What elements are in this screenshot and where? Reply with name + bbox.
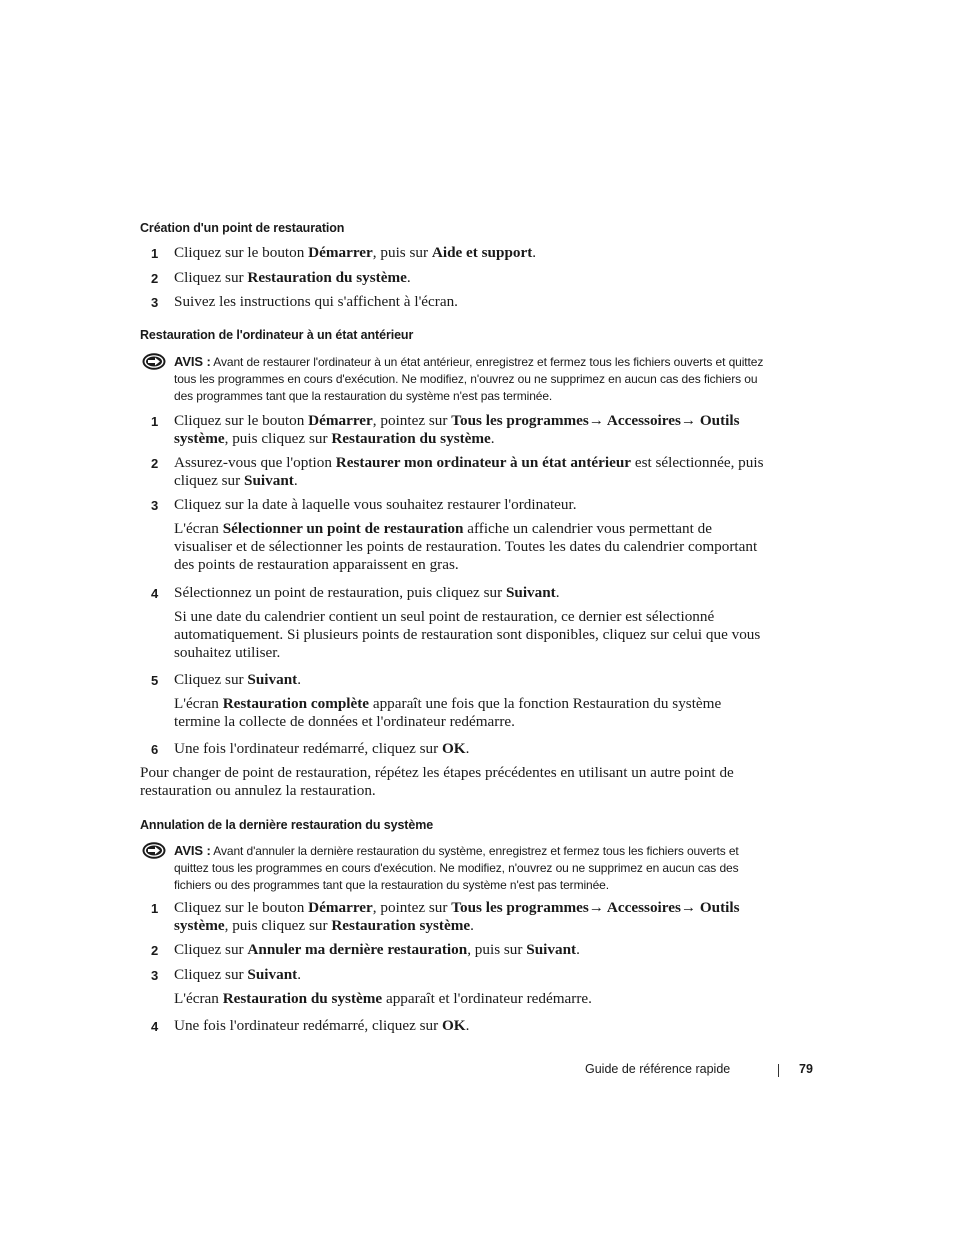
step-number: 3 bbox=[151, 498, 159, 513]
step-text: Cliquez sur Suivant. bbox=[174, 966, 302, 983]
step-detail: L'écran Sélectionner un point de restauration affiche un calendrier vous permettant de visualiser et de sélectionner les points de restauration. Toutes les dates du calendrier comportant des points de restauration apparaissent en gras. bbox=[174, 520, 758, 573]
step-text: Cliquez sur Suivant. bbox=[174, 671, 302, 688]
closing-paragraph: Pour changer de point de restauration, répétez les étapes précédentes en utilisant un autre point de restauration ou annulez la restauration. bbox=[140, 764, 734, 799]
step-text: Cliquez sur Annuler ma dernière restauration, puis sur Suivant. bbox=[174, 941, 580, 958]
step-detail: L'écran Restauration complète apparaît une fois que la fonction Restauration du système termine la collecte de données et l'ordinateur redémarre. bbox=[174, 695, 722, 730]
step-number: 1 bbox=[151, 414, 159, 429]
step-text: Cliquez sur le bouton Démarrer, puis sur Aide et support. bbox=[174, 244, 537, 261]
step-number: 2 bbox=[151, 456, 159, 471]
step-number: 5 bbox=[151, 673, 159, 688]
step-text: Suivez les instructions qui s'affichent à l'écran. bbox=[174, 293, 458, 310]
step-detail: L'écran Restauration du système apparaît et l'ordinateur redémarre. bbox=[174, 990, 592, 1007]
step-text: Cliquez sur la date à laquelle vous souhaitez restaurer l'ordinateur. bbox=[174, 496, 577, 513]
step-text: Une fois l'ordinateur redémarré, cliquez sur OK. bbox=[174, 740, 470, 757]
step-number: 1 bbox=[151, 246, 159, 261]
step-number: 3 bbox=[151, 295, 159, 310]
step-text: Cliquez sur Restauration du système. bbox=[174, 269, 411, 286]
section-heading: Restauration de l'ordinateur à un état antérieur bbox=[140, 328, 414, 342]
notice-text: AVIS : Avant d'annuler la dernière restauration du système, enregistrez et fermez tous les fichiers ouverts et quittez tous les programmes en cours d'exécution. Ne modifiez, n'ouvrez ou ne supprimez en aucun cas des fichiers ou des programmes tant que la restauration du système n'est pas terminée. bbox=[174, 843, 739, 892]
step-detail: Si une date du calendrier contient un seul point de restauration, ce dernier est sélectionné automatiquement. Si plusieurs points de restauration sont disponibles, cliquez sur celui que vous souhaitez utiliser. bbox=[174, 608, 761, 661]
notice-icon bbox=[142, 842, 166, 859]
notice-text: AVIS : Avant de restaurer l'ordinateur à un état antérieur, enregistrez et fermez tous les fichiers ouverts et quittez tous les programmes en cours d'exécution. Ne modifiez, n'ouvrez ou ne supprimez en aucun cas des fichiers ou des programmes tant que la restauration du système n'est pas terminée. bbox=[174, 354, 764, 403]
step-number: 4 bbox=[151, 1019, 159, 1034]
page-number: 79 bbox=[799, 1062, 813, 1076]
step-text: Sélectionnez un point de restauration, puis cliquez sur Suivant. bbox=[174, 584, 560, 601]
footer-title: Guide de référence rapide bbox=[585, 1062, 731, 1076]
step-number: 3 bbox=[151, 968, 159, 983]
step-text: Cliquez sur le bouton Démarrer, pointez sur Tous les programmes→ Accessoires→ Outils système, puis cliquez sur Restauration système. bbox=[174, 899, 740, 934]
step-number: 2 bbox=[151, 943, 159, 958]
step-text: Cliquez sur le bouton Démarrer, pointez sur Tous les programmes→ Accessoires→ Outils système, puis cliquez sur Restauration du système. bbox=[174, 412, 740, 447]
footer-divider bbox=[778, 1064, 779, 1077]
section-heading: Création d'un point de restauration bbox=[140, 221, 345, 235]
step-text: Une fois l'ordinateur redémarré, cliquez sur OK. bbox=[174, 1017, 470, 1034]
notice-icon bbox=[142, 353, 166, 370]
section-heading: Annulation de la dernière restauration du système bbox=[140, 818, 434, 832]
step-text: Assurez-vous que l'option Restaurer mon ordinateur à un état antérieur est sélectionnée, puis cliquez sur Suivant. bbox=[174, 454, 764, 489]
step-number: 4 bbox=[151, 586, 159, 601]
step-number: 1 bbox=[151, 901, 159, 916]
step-number: 2 bbox=[151, 271, 159, 286]
step-number: 6 bbox=[151, 742, 159, 757]
